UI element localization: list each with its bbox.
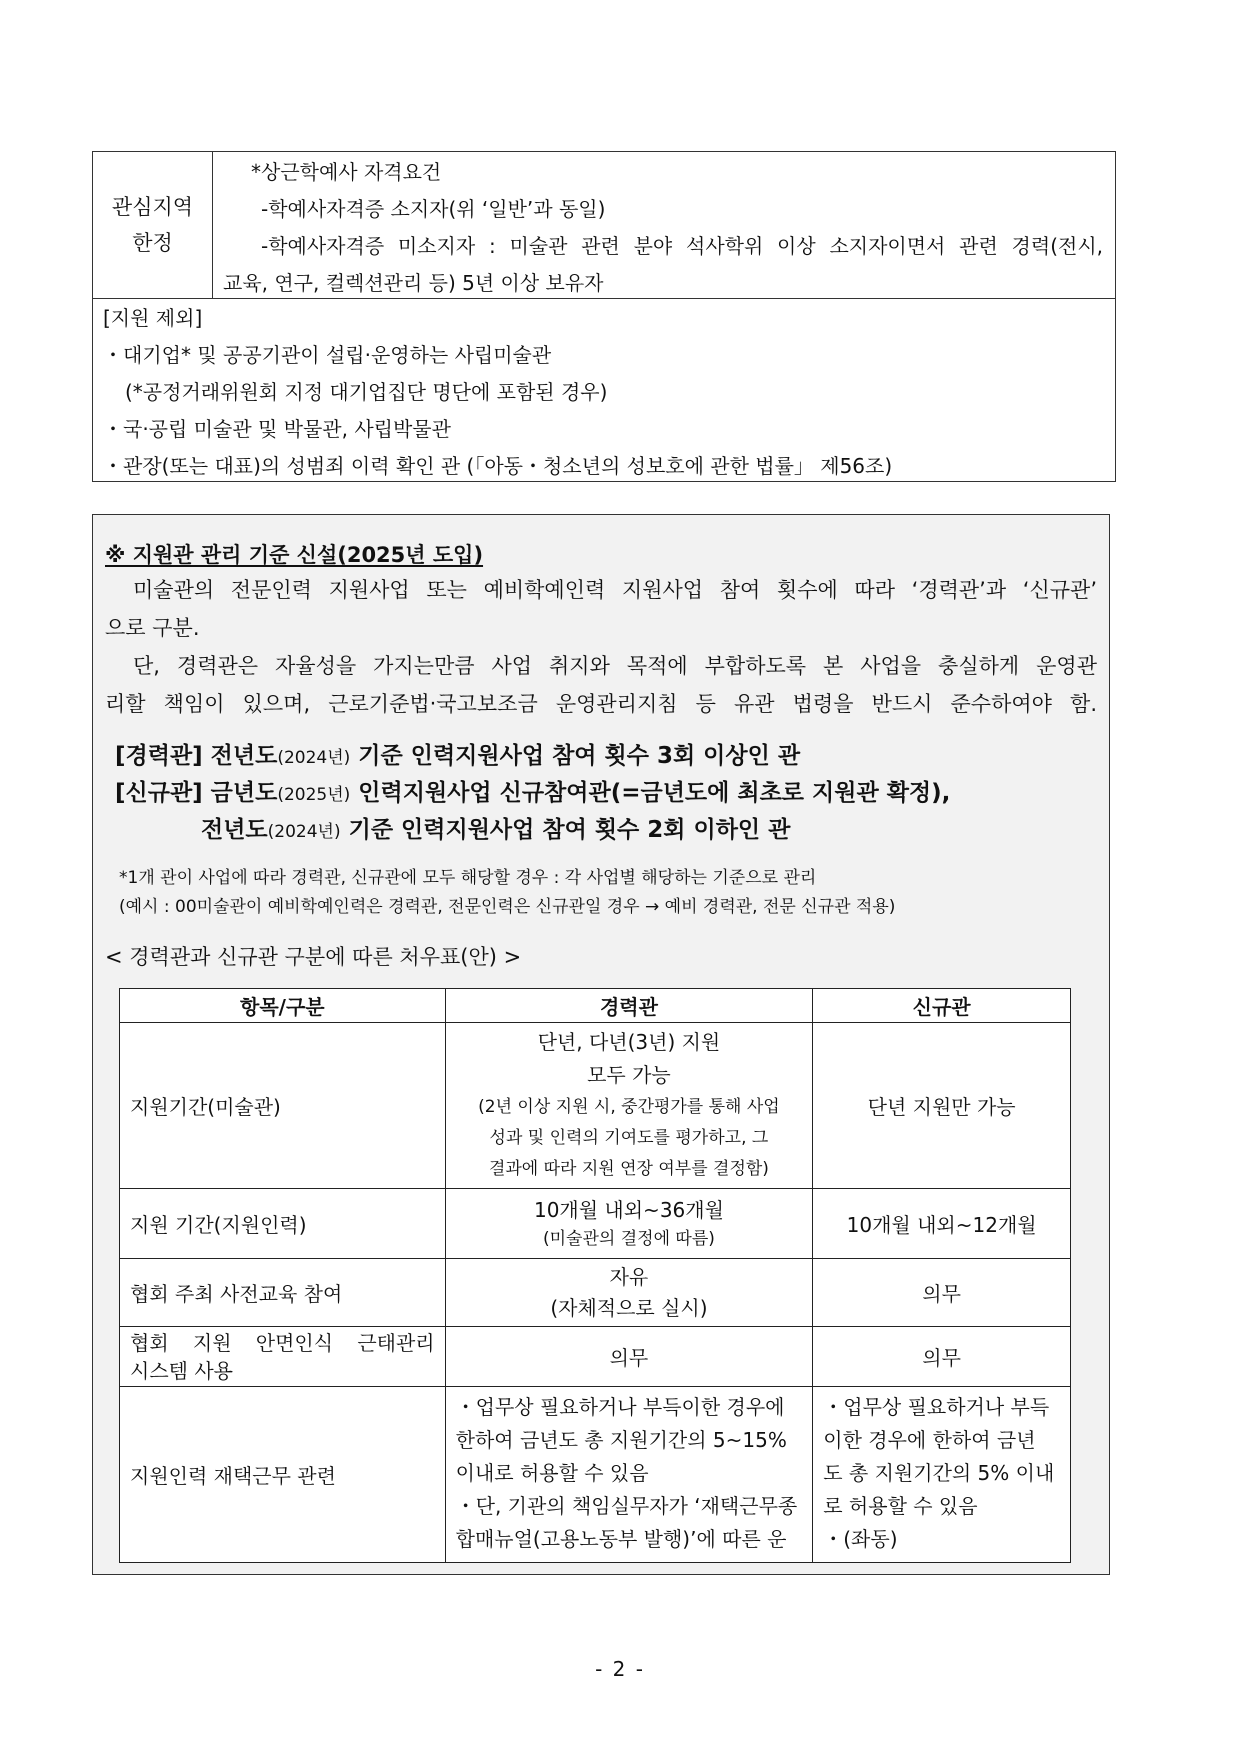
header-career: 경력관 bbox=[445, 989, 813, 1023]
requirement-unlicensed-cont: 교육, 연구, 컬렉션관리 등) 5년 이상 보유자 bbox=[223, 271, 604, 295]
table-caption: < 경력관과 신규관 구분에 따른 처우표(안) > bbox=[105, 945, 522, 969]
requirement-licensed: -학예사자격증 소지자(위 ‘일반’과 동일) bbox=[261, 197, 606, 221]
table-row bbox=[120, 1023, 1071, 1189]
page-number: - 2 - bbox=[595, 1657, 645, 1681]
new-criteria-year: (2025년) bbox=[277, 785, 351, 805]
region-label-line1: 관심지역 bbox=[111, 195, 194, 219]
row-new-value: 의무 bbox=[813, 1259, 1071, 1327]
new-criteria-text: 기준 인력지원사업 참여 횟수 2회 이하인 관 bbox=[340, 817, 791, 843]
cell-line: ・단, 기관의 책임실무자가 ‘재택근무종 bbox=[455, 1494, 798, 1518]
exclusion-item: ・대기업* 및 공공기관이 설립‧운영하는 사립미술관 bbox=[103, 343, 552, 367]
exclusion-section bbox=[93, 299, 1115, 481]
new-criteria bbox=[115, 774, 950, 814]
region-limit-label bbox=[93, 152, 213, 298]
note-example: (예시 : 00미술관이 예비학예인력은 경력관, 전문인력은 신규관일 경우 → 예비 경력관, 전문 신규관 적용) bbox=[119, 897, 896, 917]
header-new: 신규관 bbox=[813, 989, 1071, 1023]
row-career-value: 의무 bbox=[445, 1327, 813, 1387]
header-item: 항목/구분 bbox=[120, 989, 446, 1023]
cell-line: 성과 및 인력의 기여도를 평가하고, 그 bbox=[489, 1128, 769, 1148]
cell-line: 자유 bbox=[609, 1264, 649, 1289]
cell-line: ・업무상 필요하거나 부득이한 경우에 bbox=[455, 1395, 785, 1419]
cell-line: 모두 가능 bbox=[587, 1063, 671, 1087]
curator-requirements bbox=[213, 152, 1115, 298]
cell-line: 결과에 따라 지원 연장 여부를 결정함) bbox=[488, 1159, 769, 1179]
paragraph-classification bbox=[105, 571, 1097, 647]
table-row bbox=[120, 1387, 1071, 1563]
new-criteria-text: 인력지원사업 신규참여관(=금년도에 최초로 지원관 확정), bbox=[350, 780, 951, 806]
paragraph-line: 단, 경력관은 자율성을 가지는만큼 사업 취지와 목적에 부합하도록 본 사업을 충실하게 운영관 bbox=[133, 654, 1097, 678]
career-criteria-text: 기준 인력지원사업 참여 횟수 3회 이상인 관 bbox=[350, 743, 801, 769]
benefit-table bbox=[119, 988, 1071, 1563]
note-dual-category: *1개 관이 사업에 따라 경력관, 신규관에 모두 해당할 경우 : 각 사업별 해당하는 기준으로 관리 bbox=[119, 868, 817, 888]
management-standard-box bbox=[92, 514, 1110, 1575]
cell-line: 이내로 허용할 수 있음 bbox=[455, 1461, 649, 1485]
new-criteria-cont bbox=[201, 811, 790, 851]
cell-line: ・업무상 필요하거나 부득 bbox=[823, 1395, 1050, 1419]
cell-line: 단년, 다년(3년) 지원 bbox=[537, 1030, 721, 1054]
exclusion-item: ・국‧공립 미술관 및 박물관, 사립박물관 bbox=[103, 417, 451, 441]
row-item-label: 지원기간(미술관) bbox=[120, 1023, 446, 1189]
row-career-value bbox=[445, 1023, 813, 1189]
cell-line: 도 총 지원기간의 5% 이내 bbox=[823, 1461, 1055, 1485]
paragraph-line: 리할 책임이 있으며, 근로기준법‧국고보조금 운영관리지침 등 유관 법령을 반드시 준수하여야 함. bbox=[105, 692, 1097, 716]
new-criteria-label: 전년도 bbox=[201, 817, 268, 843]
cell-line: 협회 지원 안면인식 근태관리 bbox=[130, 1330, 435, 1355]
region-label-line2: 한정 bbox=[132, 231, 173, 255]
paragraph-line: 미술관의 전문인력 지원사업 또는 예비학예인력 지원사업 참여 횟수에 따라 ‘경력관’과 ‘신규관’ bbox=[133, 578, 1097, 602]
table-row bbox=[120, 1327, 1071, 1387]
row-item-label: 지원인력 재택근무 관련 bbox=[120, 1387, 446, 1563]
career-criteria-label: [경력관] 전년도 bbox=[115, 743, 278, 769]
cell-line: 10개월 내외~36개월 bbox=[533, 1197, 724, 1222]
eligibility-table bbox=[92, 151, 1116, 482]
row-new-value: 단년 지원만 가능 bbox=[813, 1023, 1071, 1189]
cell-line: 로 허용할 수 있음 bbox=[823, 1494, 978, 1518]
cell-line: (2년 이상 지원 시, 중간평가를 통해 사업 bbox=[478, 1097, 780, 1117]
row-item-label: 협회 주최 사전교육 참여 bbox=[120, 1259, 446, 1327]
paragraph-line: 으로 구분. bbox=[105, 616, 200, 640]
requirements-title: *상근학예사 자격요건 bbox=[251, 160, 442, 184]
exclusion-item: ・관장(또는 대표)의 성범죄 이력 확인 관 (「아동・청소년의 성보호에 관한 법률」 제56조) bbox=[103, 454, 893, 478]
row-career-value bbox=[445, 1189, 813, 1259]
row-item-label: 지원 기간(지원인력) bbox=[120, 1189, 446, 1259]
row-item-label bbox=[120, 1327, 446, 1387]
cell-line: 한하여 금년도 총 지원기간의 5~15% bbox=[455, 1428, 787, 1452]
cell-line: 합매뉴얼(고용노동부 발행)’에 따른 운 bbox=[455, 1527, 787, 1551]
exclusion-title: [지원 제외] bbox=[103, 306, 203, 330]
table-row bbox=[120, 1189, 1071, 1259]
region-limit-row bbox=[93, 152, 1115, 299]
new-criteria-label: [신규관] 금년도 bbox=[115, 780, 278, 806]
career-criteria-year: (2024년) bbox=[277, 748, 351, 768]
row-new-value: 10개월 내외~12개월 bbox=[813, 1189, 1071, 1259]
requirement-unlicensed: -학예사자격증 미소지자 : 미술관 관련 분야 석사학위 이상 소지자이면서 관련 경력(전시, bbox=[261, 234, 1103, 258]
cell-line: (자체적으로 실시) bbox=[550, 1295, 708, 1320]
cell-line: ・(좌동) bbox=[823, 1527, 898, 1551]
table-row bbox=[120, 1259, 1071, 1327]
career-criteria bbox=[115, 737, 800, 777]
row-career-value bbox=[445, 1259, 813, 1327]
row-career-value bbox=[445, 1387, 813, 1563]
cell-line: (미술관의 결정에 따름) bbox=[543, 1228, 715, 1249]
cell-line: 이한 경우에 한하여 금년 bbox=[823, 1428, 1036, 1452]
paragraph-responsibility bbox=[105, 647, 1097, 723]
new-criteria-year: (2024년) bbox=[267, 822, 341, 842]
notice-title: ※ 지원관 관리 기준 신설(2025년 도입) bbox=[105, 543, 484, 567]
exclusion-item-note: (*공정거래위원회 지정 대기업집단 명단에 포함된 경우) bbox=[125, 380, 608, 404]
row-new-value bbox=[813, 1387, 1071, 1563]
cell-line: 시스템 사용 bbox=[130, 1358, 233, 1383]
row-new-value: 의무 bbox=[813, 1327, 1071, 1387]
table-header-row bbox=[120, 989, 1071, 1023]
